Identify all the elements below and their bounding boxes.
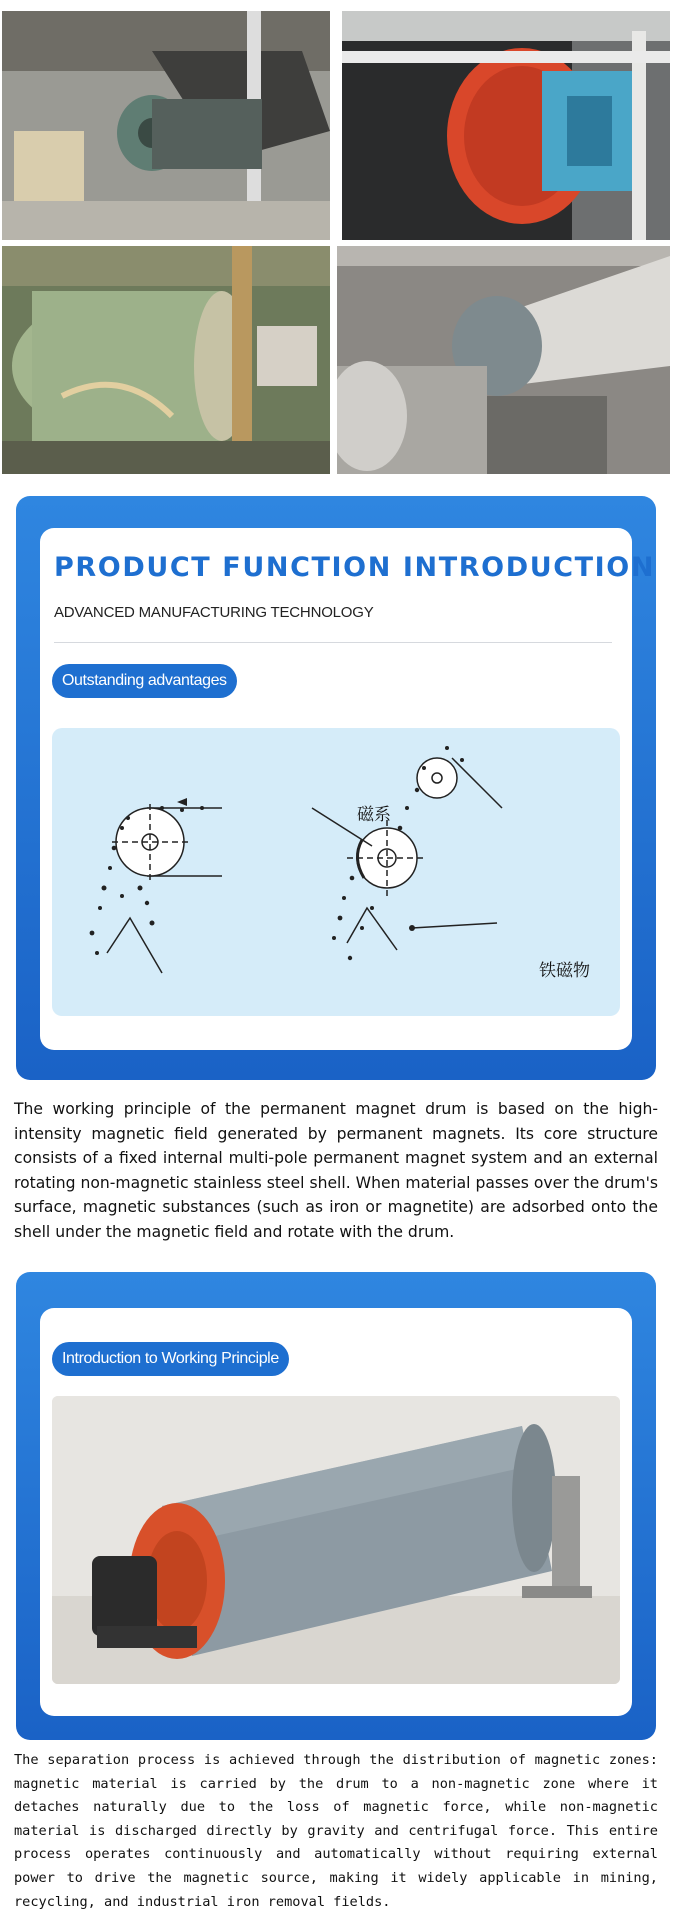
divider — [54, 642, 612, 643]
working-principle-frame — [16, 1272, 656, 1740]
product-function-card — [40, 528, 656, 1050]
product-function-frame — [16, 496, 656, 1080]
conveyor-photo-1 — [2, 11, 330, 240]
advantages-badge: Outstanding advantages — [52, 664, 237, 698]
section-subtitle: ADVANCED MANUFACTURING TECHNOLOGY — [54, 604, 374, 621]
working-principle-card — [40, 1308, 632, 1716]
working-principle-badge: Introduction to Working Principle — [52, 1342, 289, 1376]
working-principle-paragraph: The working principle of the permanent magnet drum is based on the high-intensity magnetic field generated by permanent magnets. Its core structure consists of a fixed internal multi-pole permanent magnet system and an external rotating non-magnetic stainless steel shell. When material passes over the drum's surface, magnetic substances (such as iron or magnetite) are adsorbed onto the shell under the magnetic field and rotate with the drum. — [14, 1100, 658, 1241]
separation-process-paragraph: The separation process is achieved through the distribution of magnetic zones: magnetic material is carried by the drum to a non-magnetic zone where it detaches naturally due to the loss of magnetic force, while non-magnetic material is discharged directly by gravity and centrifugal force. This entire process operates continuously and automatically without requiring external power to drive the magnetic source, making it widely applicable in mining, recycling, and industrial iron removal fields. — [14, 1752, 658, 1910]
conveyor-photo-4 — [337, 246, 670, 474]
conveyor-photo-3 — [2, 246, 330, 474]
ferromagnetic-label: 铁磁物 — [539, 961, 590, 981]
section-title: PRODUCT FUNCTION INTRODUCTION — [54, 552, 656, 583]
magnetic-drum-photo — [52, 1396, 620, 1684]
conveyor-photo-2 — [342, 11, 670, 240]
magnet-system-label: 磁系 — [357, 805, 391, 825]
working-principle-diagram — [52, 728, 620, 1016]
